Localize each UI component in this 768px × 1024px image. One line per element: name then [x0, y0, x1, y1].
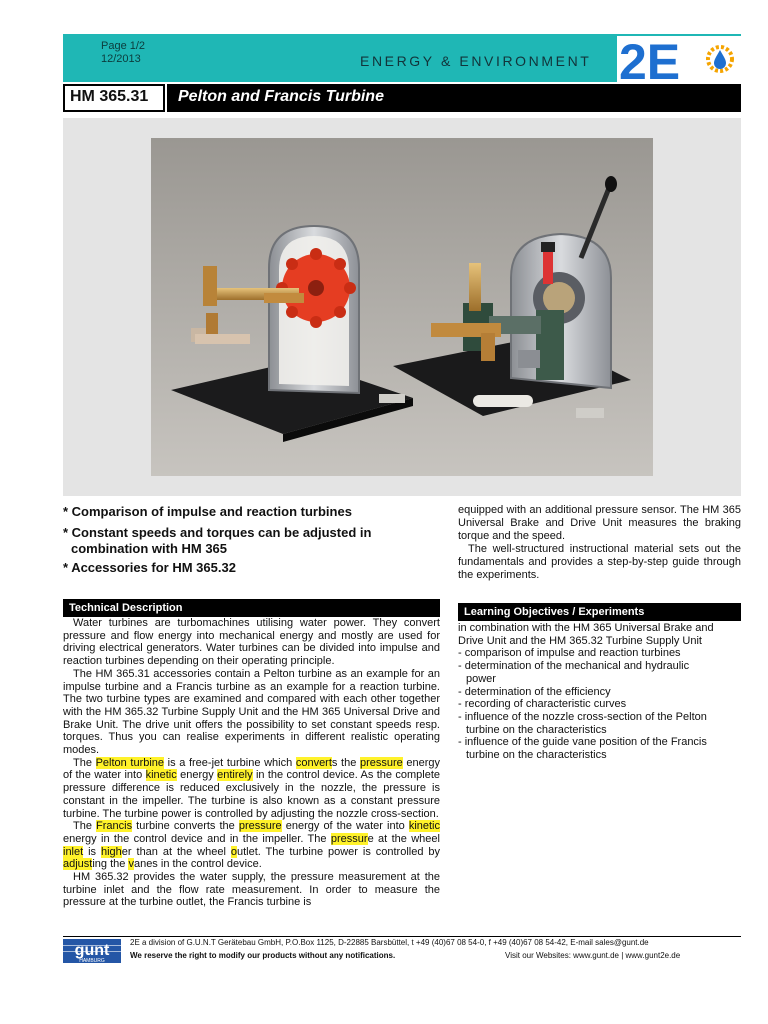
list-item: - recording of characteristic curves	[458, 698, 627, 711]
list-item: - influence of the nozzle cross-section of the Pelton turbine on the characteristics	[458, 710, 707, 736]
learning-heading: Learning Objectives / Experiments	[458, 603, 741, 621]
tech-p1: Water turbines are turbomachines utilising water power. They convert pressure and flow energy into mechanical energy and mostly are used for driving electrical generators. Water turbines can be divided into impulse and reaction turbines depending on their operating principle.	[63, 617, 440, 668]
feature-2-cont: combination with HM 365	[71, 541, 228, 556]
continuation-p2: The well-structured instructional material sets out the fundamentals and provides a step-by-step guide through the experiments.	[458, 543, 741, 581]
footer-rule	[63, 936, 741, 937]
product-title: Pelton and Francis Turbine	[178, 88, 384, 105]
feature-3: * Accessories for HM 365.32	[63, 560, 236, 575]
tech-description	[63, 617, 440, 909]
svg-text:2E: 2E	[619, 36, 681, 82]
footer-address: 2E a division of G.U.N.T Gerätebau GmbH, P.O.Box 1125, D-22885 Barsbüttel, t +49 (40)67 08 54-0, f +49 (40)67 08 54-42, E-mail sales@gunt.de	[130, 938, 649, 947]
brand-tagline: ENERGY & ENVIRONMENT	[360, 53, 592, 69]
issue-date: 12/2013	[101, 53, 141, 65]
tech-p4: The Francis turbine converts the pressure energy of the water into kinetic energy in the control device and in the impeller. The pressure at the wheel inlet is higher than at the wheel outlet. The turbine power is controlled by adjusting the vanes in the control device.	[63, 820, 440, 871]
feature-1: * Comparison of impulse and reaction turbines	[63, 504, 352, 519]
learning-intro: in combination with the HM 365 Universal Brake and Drive Unit and the HM 365.32 Turbine Supply Unit	[458, 622, 714, 647]
page-info	[101, 40, 145, 66]
continuation-text	[458, 504, 741, 582]
list-item: - comparison of impulse and reaction turbines	[458, 647, 681, 660]
footer-websites[interactable]: Visit our Websites: www.gunt.de | www.gunt2e.de	[505, 951, 681, 960]
continuation-p1: equipped with an additional pressure sensor. The HM 365 Universal Brake and Drive Unit measures the braking torque and the speed.	[458, 504, 741, 542]
svg-text:gunt: gunt	[74, 942, 110, 959]
footer-disclaimer: We reserve the right to modify our products without any notifications.	[130, 951, 396, 960]
svg-text:HAMBURG: HAMBURG	[79, 958, 105, 963]
list-item: - influence of the guide vane position of the Francis turbine on the characteristics	[458, 736, 707, 762]
feature-2: * Constant speeds and torques can be adjusted in	[63, 525, 372, 540]
tech-p3: The Pelton turbine is a free-jet turbine which converts the pressure energy of the water into kinetic energy entirely in the control device. As the complete pressure difference is reduced exclusively in the nozzle, the pressure is constant in the impeller. The turbine is also known as a constant pressure turbine. The turbine power is controlled by adjusting the nozzle cross-section.	[63, 756, 441, 820]
page-number: Page 1/2	[101, 40, 146, 52]
tech-p2: The HM 365.31 accessories contain a Pelton turbine as an example for an impulse turbine and a Francis turbine as an example for a reaction turbine. The two turbine types are examined and compared with each other together with the HM 365.32 Turbine Supply Unit and the HM 365 Universal Drive and Brake Unit. The drive unit offers the possibility to set constant speeds resp. torques. Thus you can realise experiments in different realistic operating modes.	[63, 667, 440, 757]
list-item: - determination of the mechanical and hydraulic power	[458, 660, 690, 685]
2e-logo	[617, 36, 742, 82]
list-item: - determination of the efficiency	[458, 685, 611, 698]
gunt-logo	[63, 939, 121, 963]
product-photo	[151, 138, 653, 476]
product-code: HM 365.31	[70, 88, 149, 105]
tech-p5: HM 365.32 provides the water supply, the pressure measurement at the turbine inlet and the flow rate measurement. In order to measure the pressure at the turbine outlet, the Francis turbine is	[63, 871, 440, 909]
tech-heading: Technical Description	[63, 599, 440, 617]
learning-list	[458, 622, 741, 762]
